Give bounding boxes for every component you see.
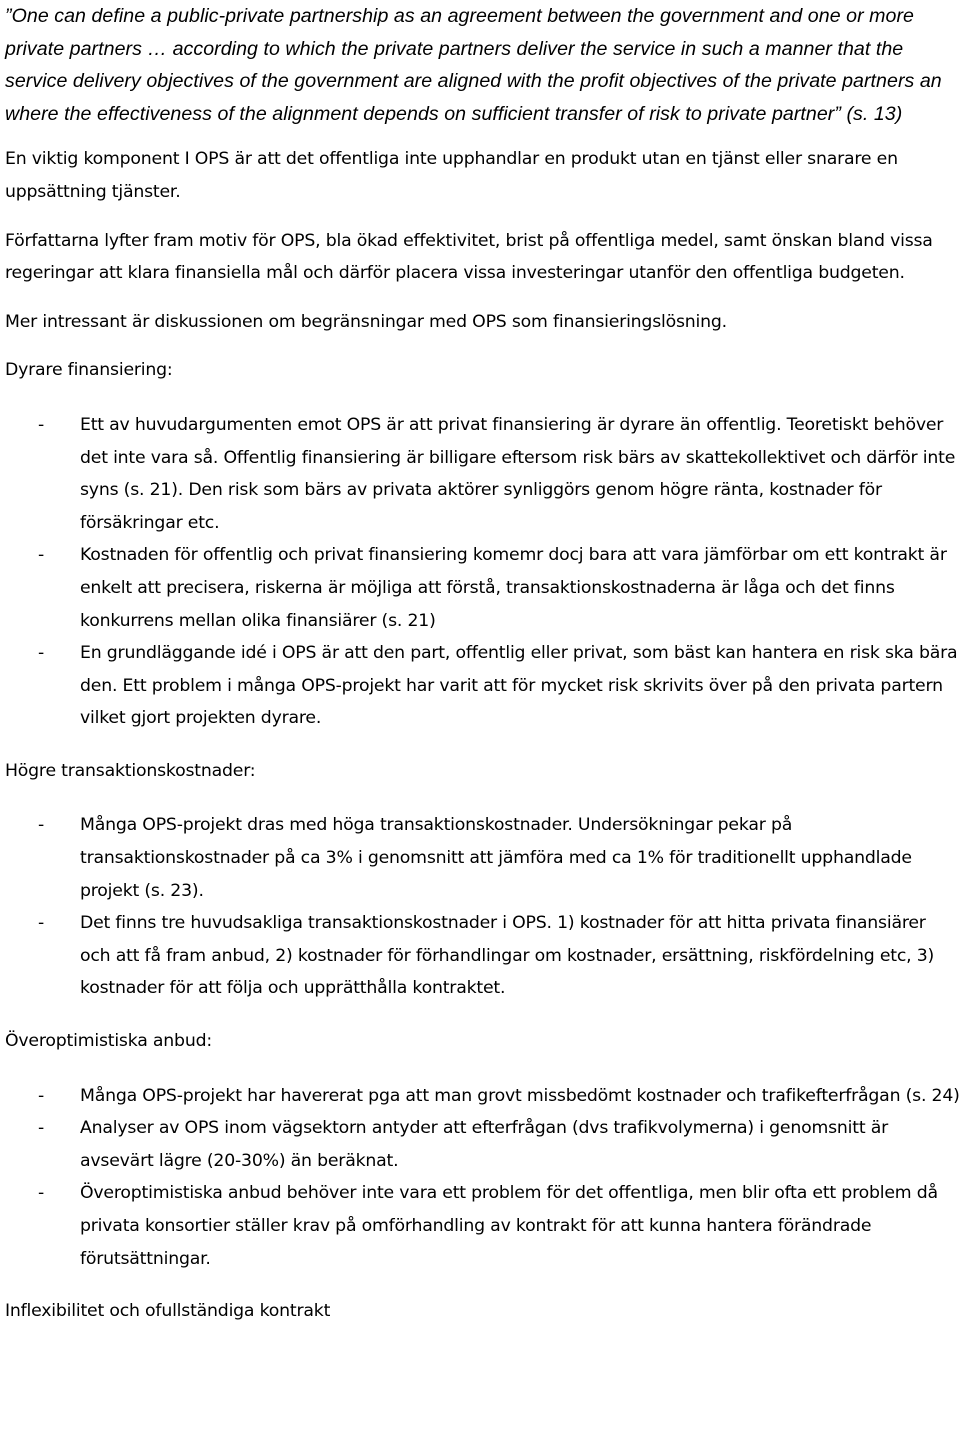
list-item	[5, 907, 960, 1005]
list-item	[5, 409, 960, 539]
bullet-list-dyrare-finansiering	[5, 409, 960, 735]
list-item-text: Många OPS-projekt har havererat pga att man grovt missbedömt kostnader och trafikefterfrågan (s. 24)	[80, 1085, 960, 1106]
list-item	[5, 1177, 960, 1275]
section-heading-inflexibilitet: Inflexibilitet och ofullständiga kontrakt	[5, 1301, 331, 1322]
section-heading-dyrare-finansiering: Dyrare finansiering:	[5, 360, 173, 381]
paragraph-motives: Författarna lyfter fram motiv för OPS, bla ökad effektivitet, brist på offentliga medel, samt önskan bland vissa regeringar att klara finansiella mål och därför placera vissa investeringar utanför den offentliga budgeten.	[5, 230, 933, 284]
paragraph-ops-component: En viktig komponent I OPS är att det offentliga inte upphandlar en produkt utan en tjänst eller snarare en uppsättning tjänster.	[5, 149, 898, 202]
dash-bullet: -	[38, 815, 45, 836]
bullet-list-overoptimistiska-anbud	[5, 1080, 960, 1276]
dash-bullet: -	[38, 1118, 45, 1139]
list-item-text: Många OPS-projekt dras med höga transaktionskostnader. Undersökningar pekar på transaktionskostnader på ca 3% i genomsnitt att jämföra med ca 1% för traditionellt upphandlade projekt (s. 23).	[80, 815, 912, 901]
paragraph-limitations: Mer intressant är diskussionen om begränsningar med OPS som finansieringslösning.	[5, 311, 727, 332]
bullet-list-hogre-transaktionskostnader	[5, 809, 960, 1005]
list-item	[5, 539, 960, 637]
dash-bullet: -	[38, 414, 45, 435]
document-page	[5, 0, 960, 1350]
list-item	[5, 1112, 960, 1177]
list-item	[5, 809, 960, 907]
section-heading-overoptimistiska-anbud: Överoptimistiska anbud:	[5, 1031, 212, 1052]
dash-bullet: -	[38, 1183, 45, 1204]
list-item	[5, 637, 960, 735]
list-item-text: Det finns tre huvudsakliga transaktionskostnader i OPS. 1) kostnader för att hitta privata finansiärer och att få fram anbud, 2) kostnader för förhandlingar om kostnader, ersättning, riskfördelning etc, 3) kostnader för att följa och upprätthålla kontraktet.	[80, 913, 935, 999]
section-heading-hogre-transaktionskostnader: Högre transaktionskostnader:	[5, 760, 256, 781]
dash-bullet: -	[38, 1085, 45, 1106]
list-item	[5, 1080, 960, 1113]
list-item-text: Analyser av OPS inom vägsektorn antyder att efterfrågan (dvs trafikvolymerna) i genomsnitt är avsevärt lägre (20-30%) än beräknat.	[80, 1118, 889, 1171]
list-item-text: En grundläggande idé i OPS är att den part, offentlig eller privat, som bäst kan hantera en risk ska bära den. Ett problem i många OPS-projekt har varit att för mycket risk skrivits över på den privata partern vilket gjort projekten dyrare.	[80, 643, 958, 729]
quote-paragraph: ”One can define a public-private partnership as an agreement between the government and one or more private partners … according to which the private partners deliver the service in such a manner that the service delivery objectives of the government are aligned with the profit objectives of the private partners an where the effectiveness of the alignment depends on sufficient transfer of risk to private partner” (s. 13)	[5, 5, 942, 125]
list-item-text: Ett av huvudargumenten emot OPS är att privat finansiering är dyrare än offentlig. Teoretiskt behöver det inte vara så. Offentlig finansiering är billigare eftersom risk bärs av skattekollektivet och därför inte syns (s. 21). Den risk som bärs av privata aktörer synliggörs genom högre ränta, kostnader för försäkringar etc.	[80, 414, 956, 533]
dash-bullet: -	[38, 643, 45, 664]
list-item-text: Kostnaden för offentlig och privat finansiering komemr docj bara att vara jämförbar om ett kontrakt är enkelt att precisera, riskerna är möjliga att förstå, transaktionskostnaderna är låga och det finns konkurrens mellan olika finansiärer (s. 21)	[80, 545, 947, 631]
list-item-text: Överoptimistiska anbud behöver inte vara ett problem för det offentliga, men blir ofta ett problem då privata konsortier ställer krav på omförhandling av kontrakt för att kunna hantera förändrade förutsättningar.	[80, 1183, 938, 1269]
dash-bullet: -	[38, 545, 45, 566]
dash-bullet: -	[38, 913, 45, 934]
